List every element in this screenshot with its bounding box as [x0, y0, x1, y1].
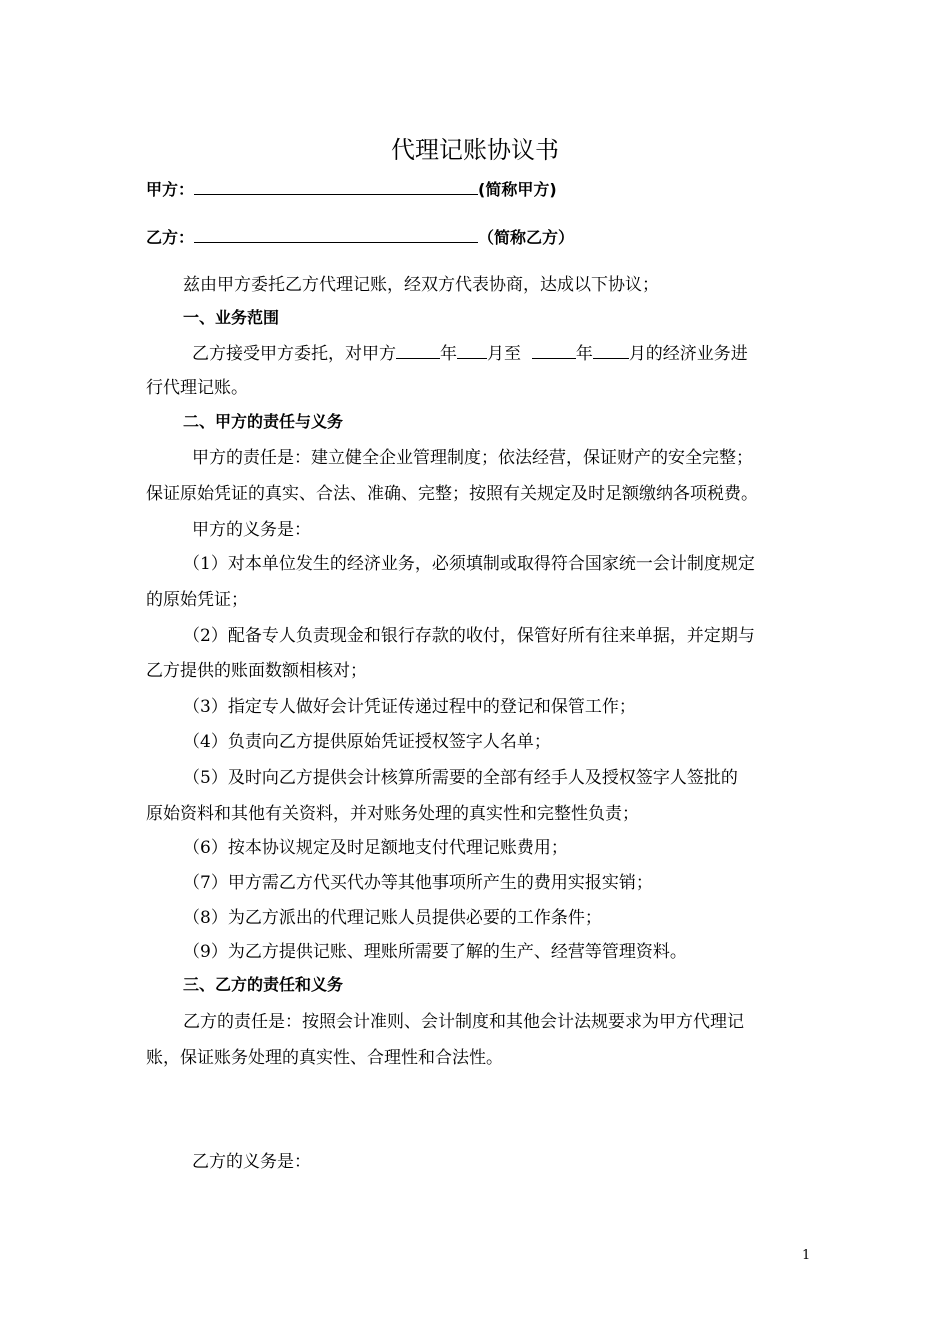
party-b-responsibility-line-2: 账，保证账务处理的真实性、合理性和合法性。	[146, 1048, 503, 1068]
party-a-suffix: (简称甲方)	[478, 180, 557, 199]
party-a-blank	[194, 176, 478, 195]
end-month-blank	[593, 340, 629, 359]
duty-item-8: （8）为乙方派出的代理记账人员提供必要的工作条件；	[183, 908, 602, 928]
duty-item-7: （7）甲方需乙方代买代办等其他事项所产生的费用实报实销；	[183, 873, 653, 893]
party-b-label: 乙方：	[146, 228, 195, 247]
duty-item-4: （4）负责向乙方提供原始凭证授权签字人名单；	[183, 732, 551, 752]
scope-text-2: 月至	[487, 344, 521, 364]
page-number: 1	[802, 1248, 811, 1263]
duty-item-1-line-2: 的原始凭证；	[146, 590, 248, 610]
party-a-line	[146, 176, 557, 202]
scope-year-1: 年	[440, 344, 457, 364]
party-b-suffix: （简称乙方）	[478, 228, 575, 247]
start-month-blank	[457, 340, 487, 359]
party-a-duty-intro: 甲方的义务是：	[192, 520, 311, 540]
section-2-heading: 二、甲方的责任与义务	[183, 412, 344, 431]
section-1-heading: 一、业务范围	[183, 308, 280, 327]
party-b-line	[146, 224, 574, 250]
duty-item-5-line-1: （5）及时向乙方提供会计核算所需要的全部有经手人及授权签字人签批的	[183, 768, 738, 788]
section-3-heading: 三、乙方的责任和义务	[183, 975, 344, 994]
start-year-blank	[396, 340, 440, 359]
duty-item-1-line-1: （1）对本单位发生的经济业务，必须填制或取得符合国家统一会计制度规定	[183, 554, 755, 574]
page-title: 代理记账协议书	[391, 136, 559, 164]
end-year-blank	[532, 340, 576, 359]
party-a-responsibility-line-1: 甲方的责任是：建立健全企业管理制度；依法经营，保证财产的安全完整；	[192, 448, 753, 468]
party-b-responsibility-line-1: 乙方的责任是：按照会计准则、会计制度和其他会计法规要求为甲方代理记	[183, 1012, 744, 1032]
scope-year-2: 年	[575, 344, 593, 364]
section-1-paragraph-line-1	[192, 340, 748, 366]
party-a-responsibility-line-2: 保证原始凭证的真实、合法、准确、完整；按照有关规定及时足额缴纳各项税费。	[146, 484, 758, 504]
duty-item-5-line-2: 原始资料和其他有关资料，并对账务处理的真实性和完整性负责；	[146, 804, 639, 824]
party-b-duty-intro: 乙方的义务是：	[192, 1152, 311, 1172]
duty-item-2-line-1: （2）配备专人负责现金和银行存款的收付，保管好所有往来单据，并定期与	[183, 626, 755, 646]
intro-paragraph: 兹由甲方委托乙方代理记账，经双方代表协商，达成以下协议；	[183, 275, 659, 295]
scope-text-1: 乙方接受甲方委托，对甲方	[192, 344, 396, 364]
duty-item-2-line-2: 乙方提供的账面数额相核对；	[146, 661, 367, 681]
section-1-paragraph-line-2: 行代理记账。	[146, 378, 248, 398]
duty-item-6: （6）按本协议规定及时足额地支付代理记账费用；	[183, 838, 568, 858]
party-a-label: 甲方：	[146, 180, 195, 199]
duty-item-9: （9）为乙方提供记账、理账所需要了解的生产、经营等管理资料。	[183, 942, 687, 962]
party-b-blank	[194, 224, 478, 243]
duty-item-3: （3）指定专人做好会计凭证传递过程中的登记和保管工作；	[183, 697, 636, 717]
scope-text-3: 月的经济业务进	[628, 344, 748, 364]
